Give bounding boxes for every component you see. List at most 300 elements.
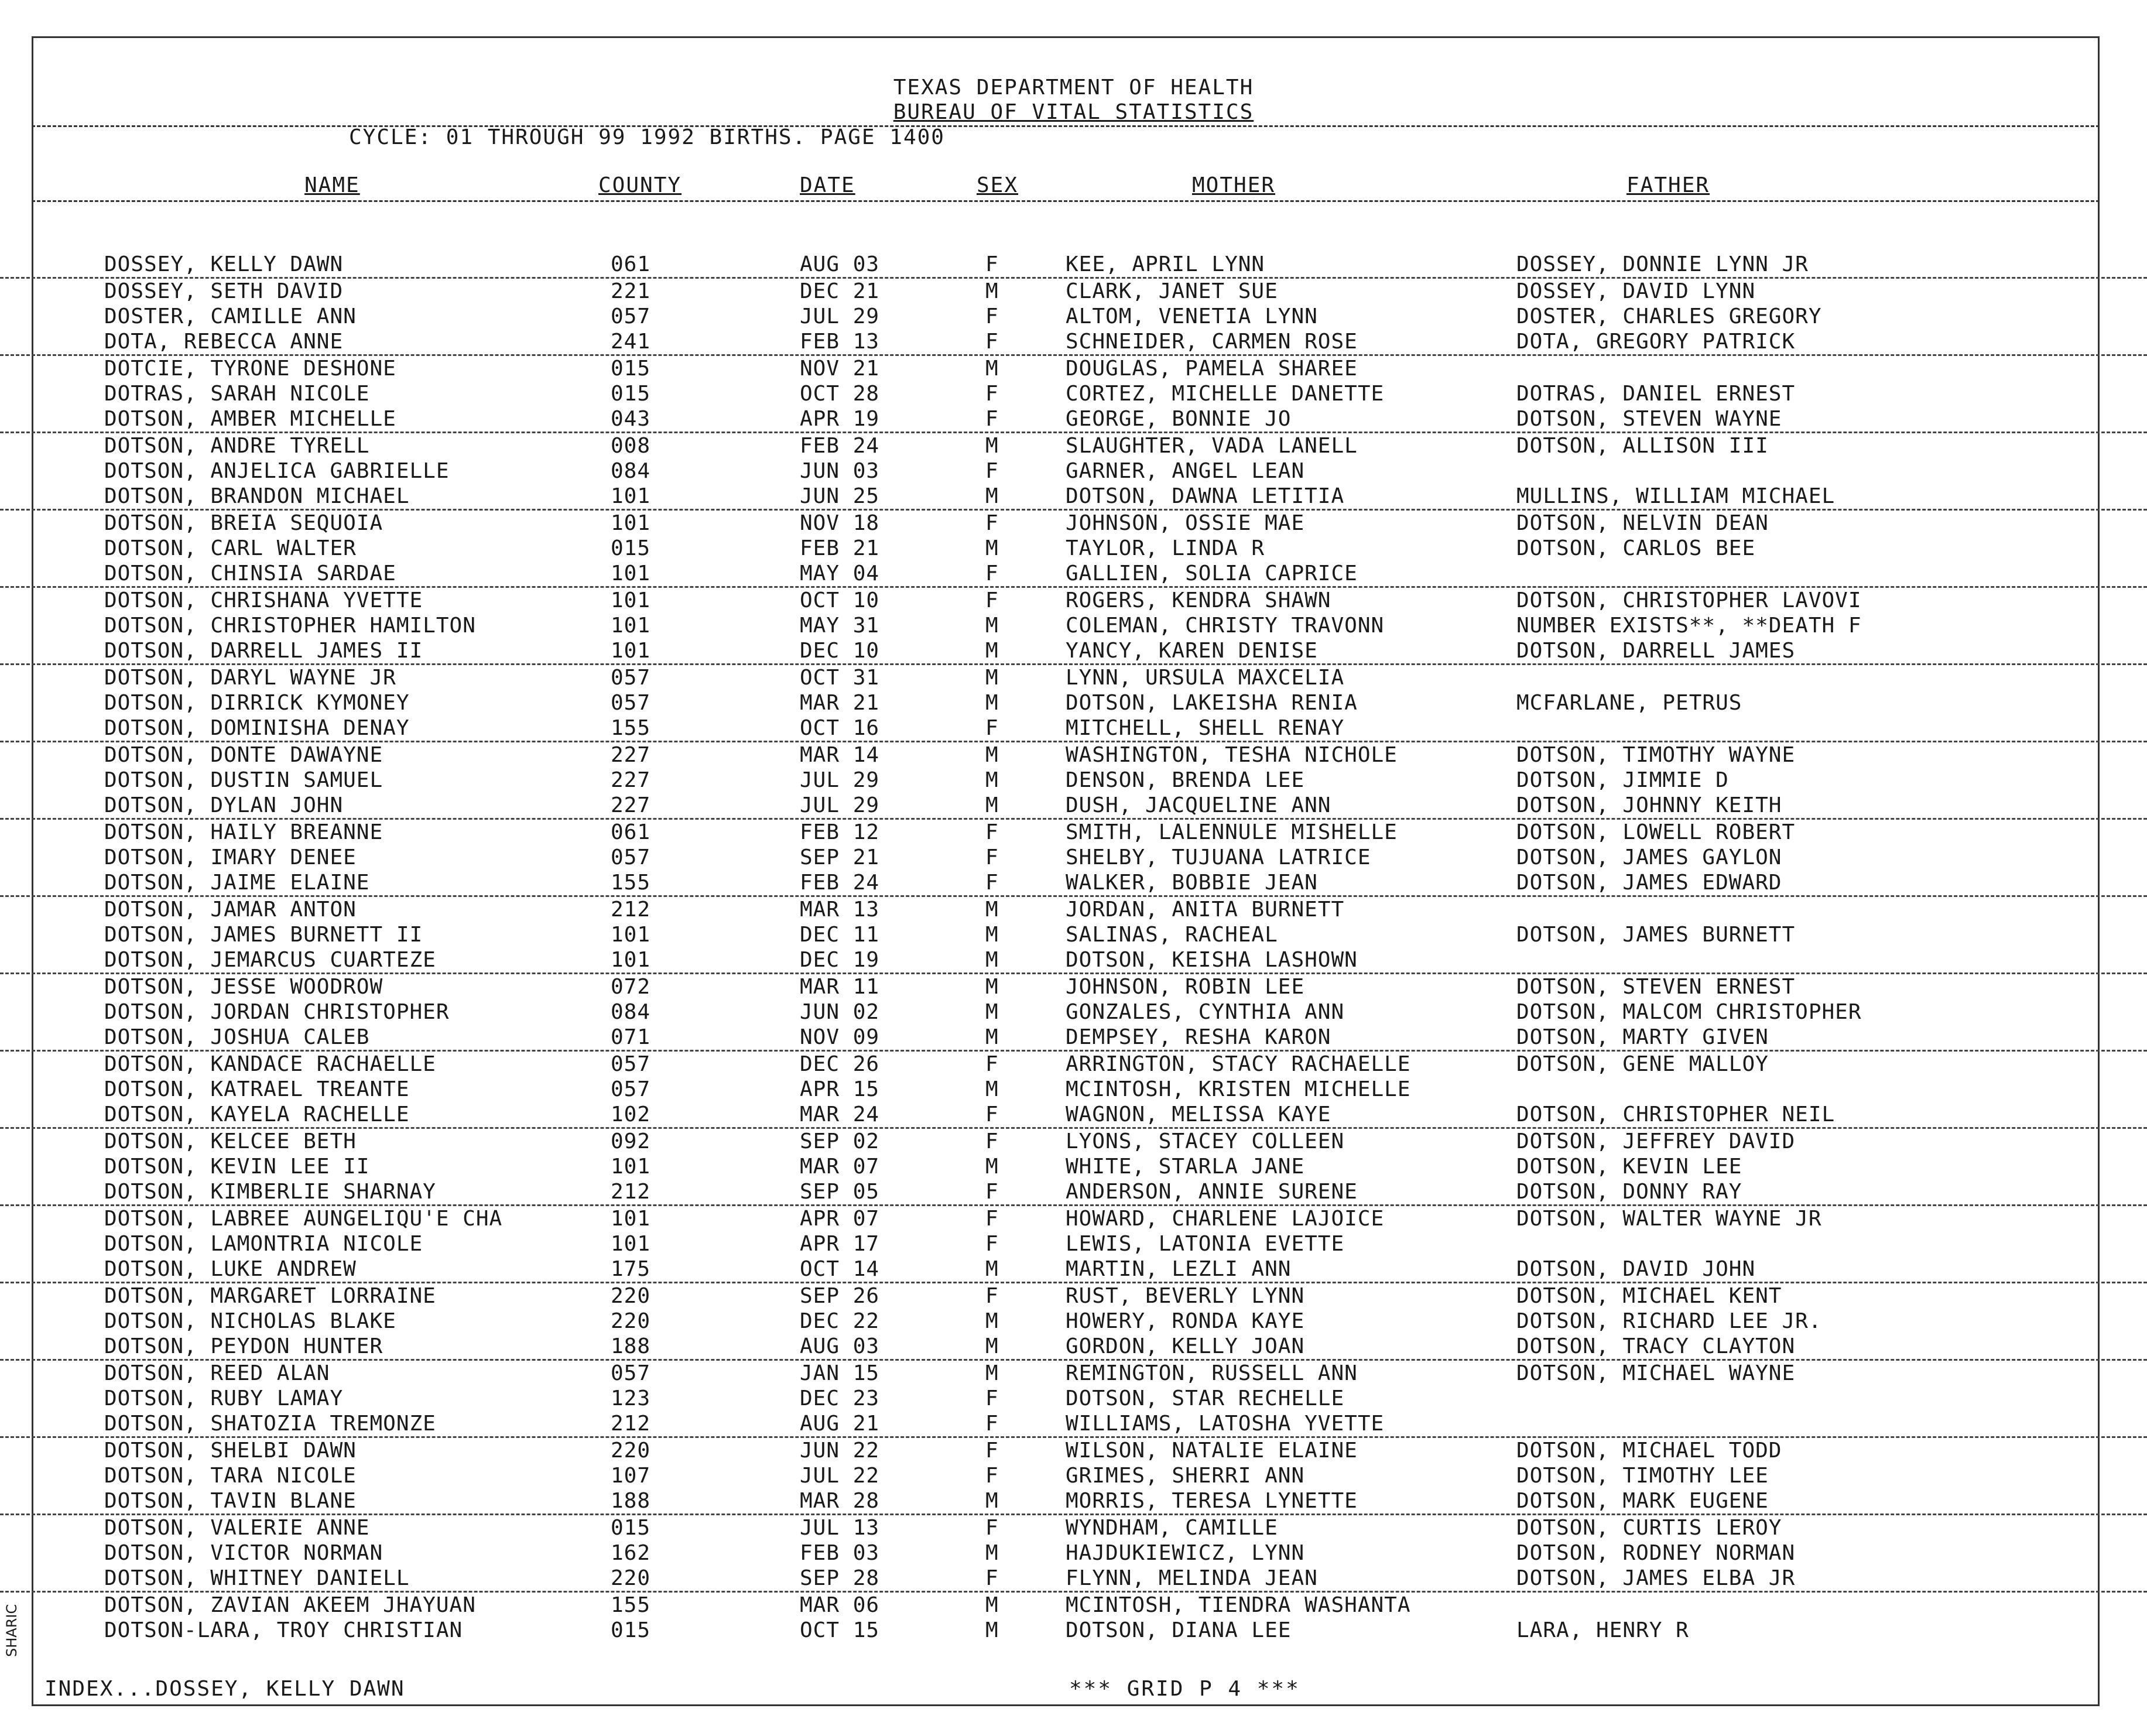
record-date: MAR 13: [800, 898, 880, 922]
header-divider: [32, 125, 2100, 127]
record-sex: F: [985, 1129, 999, 1153]
record-date: MAR 07: [800, 1155, 880, 1179]
record-mother: ANDERSON, ANNIE SURENE: [1066, 1180, 1358, 1204]
record-name: DOTSON, DIRRICK KYMONEY: [104, 691, 410, 715]
record-row: [0, 1179, 2147, 1206]
record-row: [0, 1206, 2147, 1231]
record-sex: M: [985, 975, 999, 999]
column-header-county: COUNTY: [598, 173, 682, 197]
index-footer: INDEX...DOSSEY, KELLY DAWN: [44, 1677, 405, 1701]
record-father: DOTSON, TIMOTHY LEE: [1516, 1464, 1769, 1488]
record-sex: M: [985, 1489, 999, 1513]
cycle-line: CYCLE: 01 THROUGH 99 1992 BIRTHS. PAGE 1400: [349, 125, 945, 149]
record-name: DOTSON, DONTE DAWAYNE: [104, 743, 383, 767]
record-sex: F: [985, 1464, 999, 1488]
record-date: SEP 26: [800, 1284, 880, 1308]
record-mother: REMINGTON, RUSSELL ANN: [1066, 1361, 1358, 1385]
record-name: DOTSON, JAMAR ANTON: [104, 898, 357, 922]
record-father: DOTSON, JOHNNY KEITH: [1516, 793, 1782, 817]
record-mother: JORDAN, ANITA BURNETT: [1066, 898, 1345, 922]
record-row: [0, 1129, 2147, 1154]
record-mother: LYNN, URSULA MAXCELIA: [1066, 666, 1345, 690]
record-county: 221: [611, 279, 651, 303]
record-sex: M: [985, 1593, 999, 1617]
record-row: [0, 1618, 2147, 1643]
record-county: 227: [611, 793, 651, 817]
record-row: [0, 974, 2147, 999]
record-date: JUN 03: [800, 459, 880, 483]
record-row: [0, 1052, 2147, 1077]
record-mother: YANCY, KAREN DENISE: [1066, 639, 1318, 663]
record-county: 057: [611, 1052, 651, 1076]
record-date: JUN 02: [800, 1000, 880, 1024]
record-sex: M: [985, 948, 999, 972]
record-name: DOTRAS, SARAH NICOLE: [104, 382, 370, 406]
record-mother: DENSON, BRENDA LEE: [1066, 768, 1305, 792]
record-sex: M: [985, 1257, 999, 1281]
record-sex: M: [985, 484, 999, 508]
record-row: [0, 1334, 2147, 1361]
record-county: 101: [611, 1207, 651, 1231]
record-mother: LEWIS, LATONIA EVETTE: [1066, 1232, 1345, 1256]
record-row: [0, 845, 2147, 870]
record-name: DOTSON, DARRELL JAMES II: [104, 639, 423, 663]
record-sex: F: [985, 1180, 999, 1204]
record-county: 043: [611, 407, 651, 431]
record-father: DOTSON, TIMOTHY WAYNE: [1516, 743, 1796, 767]
record-sex: M: [985, 898, 999, 922]
record-date: MAR 06: [800, 1593, 880, 1617]
record-father: DOTSON, DARRELL JAMES: [1516, 639, 1796, 663]
record-county: 061: [611, 252, 651, 276]
record-father: DOTSON, CURTIS LEROY: [1516, 1516, 1782, 1540]
record-county: 101: [611, 1232, 651, 1256]
record-name: DOSSEY, SETH DAVID: [104, 279, 344, 303]
record-mother: DOTSON, DAWNA LETITIA: [1066, 484, 1345, 508]
record-row: [0, 511, 2147, 536]
record-father: DOTSON, STEVEN ERNEST: [1516, 975, 1796, 999]
record-date: SEP 21: [800, 845, 880, 869]
record-row: [0, 1361, 2147, 1386]
record-name: DOTSON, CHINSIA SARDAE: [104, 561, 396, 585]
record-father: DOTSON, JIMMIE D: [1516, 768, 1729, 792]
record-mother: WAGNON, MELISSA KAYE: [1066, 1102, 1331, 1126]
record-name: DOTSON, KEVIN LEE II: [104, 1155, 370, 1179]
record-sex: M: [985, 1541, 999, 1565]
record-father: DOTSON, MICHAEL TODD: [1516, 1439, 1782, 1463]
record-sex: M: [985, 1077, 999, 1101]
record-row: [0, 458, 2147, 484]
record-row: [0, 356, 2147, 381]
record-father: DOTSON, MICHAEL KENT: [1516, 1284, 1782, 1308]
record-sex: M: [985, 614, 999, 638]
record-name: DOTSON, NICHOLAS BLAKE: [104, 1309, 396, 1333]
record-mother: GALLIEN, SOLIA CAPRICE: [1066, 561, 1358, 585]
record-name: DOTSON, CHRISTOPHER HAMILTON: [104, 614, 476, 638]
record-father: DOTSON, CARLOS BEE: [1516, 536, 1756, 560]
record-sex: F: [985, 1412, 999, 1436]
record-row: [0, 1256, 2147, 1283]
record-mother: HAJDUKIEWICZ, LYNN: [1066, 1541, 1305, 1565]
record-county: 212: [611, 1412, 651, 1436]
record-name: DOTSON, AMBER MICHELLE: [104, 407, 396, 431]
record-name: DOTSON, HAILY BREANNE: [104, 820, 383, 844]
record-county: 084: [611, 1000, 651, 1024]
record-father: DOTSON, JAMES BURNETT: [1516, 923, 1796, 947]
record-row: [0, 561, 2147, 588]
record-father: DOTSON, JAMES EDWARD: [1516, 871, 1782, 895]
record-father: LARA, HENRY R: [1516, 1618, 1689, 1642]
record-mother: DOTSON, KEISHA LASHOWN: [1066, 948, 1358, 972]
record-father: DOTSON, MARTY GIVEN: [1516, 1025, 1769, 1049]
column-header-date: DATE: [800, 173, 855, 197]
record-date: JUN 25: [800, 484, 880, 508]
record-mother: JOHNSON, ROBIN LEE: [1066, 975, 1305, 999]
record-name: DOTSON-LARA, TROY CHRISTIAN: [104, 1618, 463, 1642]
record-mother: DOUGLAS, PAMELA SHAREE: [1066, 357, 1358, 381]
record-row: [0, 1515, 2147, 1540]
record-name: DOSTER, CAMILLE ANN: [104, 304, 357, 328]
record-date: SEP 05: [800, 1180, 880, 1204]
record-row: [0, 1411, 2147, 1438]
record-date: FEB 03: [800, 1541, 880, 1565]
record-row: [0, 793, 2147, 820]
record-county: 015: [611, 357, 651, 381]
record-date: JAN 15: [800, 1361, 880, 1385]
record-father: DOTSON, RICHARD LEE JR.: [1516, 1309, 1822, 1333]
record-father: DOSTER, CHARLES GREGORY: [1516, 304, 1822, 328]
record-sex: F: [985, 845, 999, 869]
record-county: 015: [611, 382, 651, 406]
record-name: DOTSON, DARYL WAYNE JR: [104, 666, 396, 690]
record-row: [0, 1231, 2147, 1256]
record-name: DOTSON, JAMES BURNETT II: [104, 923, 423, 947]
record-row: [0, 1283, 2147, 1309]
record-father: DOTSON, NELVIN DEAN: [1516, 511, 1769, 535]
record-date: DEC 19: [800, 948, 880, 972]
record-date: APR 17: [800, 1232, 880, 1256]
record-mother: JOHNSON, OSSIE MAE: [1066, 511, 1305, 535]
record-mother: WILLIAMS, LATOSHA YVETTE: [1066, 1412, 1385, 1436]
record-sex: F: [985, 511, 999, 535]
record-sex: F: [985, 1516, 999, 1540]
record-mother: MCINTOSH, KRISTEN MICHELLE: [1066, 1077, 1411, 1101]
record-county: 015: [611, 536, 651, 560]
record-county: 101: [611, 1155, 651, 1179]
record-name: DOTSON, TAVIN BLANE: [104, 1489, 357, 1513]
record-name: DOTSON, JAIME ELAINE: [104, 871, 370, 895]
record-county: 057: [611, 304, 651, 328]
record-date: DEC 23: [800, 1386, 880, 1410]
record-sex: M: [985, 743, 999, 767]
record-row: [0, 1566, 2147, 1593]
record-mother: SCHNEIDER, CARMEN ROSE: [1066, 330, 1358, 354]
side-label: SHARIC: [4, 1604, 20, 1657]
record-father: DOTSON, STEVEN WAYNE: [1516, 407, 1782, 431]
record-name: DOTSON, JEMARCUS CUARTEZE: [104, 948, 436, 972]
record-mother: GORDON, KELLY JOAN: [1066, 1334, 1305, 1358]
record-row: [0, 1154, 2147, 1179]
record-name: DOTSON, ANJELICA GABRIELLE: [104, 459, 450, 483]
record-county: 123: [611, 1386, 651, 1410]
record-row: [0, 1309, 2147, 1334]
department-title: TEXAS DEPARTMENT OF HEALTH: [893, 76, 1254, 100]
record-county: 175: [611, 1257, 651, 1281]
record-date: OCT 15: [800, 1618, 880, 1642]
record-father: DOTA, GREGORY PATRICK: [1516, 330, 1796, 354]
record-mother: HOWERY, RONDA KAYE: [1066, 1309, 1305, 1333]
record-mother: TAYLOR, LINDA R: [1066, 536, 1265, 560]
record-date: JUL 13: [800, 1516, 880, 1540]
record-date: SEP 28: [800, 1566, 880, 1590]
record-row: [0, 484, 2147, 511]
record-date: FEB 24: [800, 434, 880, 458]
record-father: DOTSON, JEFFREY DAVID: [1516, 1129, 1796, 1153]
record-sex: F: [985, 561, 999, 585]
record-date: MAR 11: [800, 975, 880, 999]
record-father: DOTSON, DAVID JOHN: [1516, 1257, 1756, 1281]
record-name: DOTSON, JORDAN CHRISTOPHER: [104, 1000, 450, 1024]
record-father: DOTSON, JAMES GAYLON: [1516, 845, 1782, 869]
column-header-sex: SEX: [977, 173, 1019, 197]
record-mother: DOTSON, LAKEISHA RENIA: [1066, 691, 1358, 715]
column-header-father: FATHER: [1626, 173, 1710, 197]
record-mother: WHITE, STARLA JANE: [1066, 1155, 1305, 1179]
record-date: OCT 14: [800, 1257, 880, 1281]
record-mother: GRIMES, SHERRI ANN: [1066, 1464, 1305, 1488]
record-name: DOTSON, ZAVIAN AKEEM JHAYUAN: [104, 1593, 476, 1617]
record-father: DOTSON, MICHAEL WAYNE: [1516, 1361, 1796, 1385]
record-sex: F: [985, 1207, 999, 1231]
record-name: DOTSON, TARA NICOLE: [104, 1464, 357, 1488]
record-mother: RUST, BEVERLY LYNN: [1066, 1284, 1305, 1308]
record-name: DOTSON, LUKE ANDREW: [104, 1257, 357, 1281]
record-father: DOTSON, LOWELL ROBERT: [1516, 820, 1796, 844]
record-county: 101: [611, 614, 651, 638]
record-date: NOV 21: [800, 357, 880, 381]
record-county: 072: [611, 975, 651, 999]
record-date: FEB 24: [800, 871, 880, 895]
record-date: MAY 04: [800, 561, 880, 585]
record-row: [0, 613, 2147, 638]
record-row: [0, 922, 2147, 947]
record-county: 071: [611, 1025, 651, 1049]
record-county: 227: [611, 743, 651, 767]
record-date: MAR 14: [800, 743, 880, 767]
record-date: AUG 03: [800, 252, 880, 276]
record-sex: M: [985, 923, 999, 947]
record-row: [0, 381, 2147, 406]
record-county: 057: [611, 1361, 651, 1385]
record-mother: CORTEZ, MICHELLE DANETTE: [1066, 382, 1385, 406]
record-name: DOTSON, DYLAN JOHN: [104, 793, 344, 817]
record-row: [0, 279, 2147, 304]
record-name: DOTSON, CHRISHANA YVETTE: [104, 588, 423, 612]
record-mother: DOTSON, STAR RECHELLE: [1066, 1386, 1345, 1410]
record-sex: F: [985, 407, 999, 431]
record-name: DOTSON, VICTOR NORMAN: [104, 1541, 383, 1565]
record-mother: ARRINGTON, STACY RACHAELLE: [1066, 1052, 1411, 1076]
record-row: [0, 252, 2147, 279]
record-sex: M: [985, 768, 999, 792]
record-mother: LYONS, STACEY COLLEEN: [1066, 1129, 1345, 1153]
record-county: 212: [611, 1180, 651, 1204]
record-sex: F: [985, 1386, 999, 1410]
record-date: JUL 29: [800, 793, 880, 817]
record-date: FEB 13: [800, 330, 880, 354]
record-county: 220: [611, 1309, 651, 1333]
record-row: [0, 1463, 2147, 1488]
record-county: 155: [611, 716, 651, 740]
record-name: DOTSON, CARL WALTER: [104, 536, 357, 560]
record-row: [0, 999, 2147, 1025]
record-county: 227: [611, 768, 651, 792]
record-sex: F: [985, 820, 999, 844]
record-sex: M: [985, 1000, 999, 1024]
record-mother: FLYNN, MELINDA JEAN: [1066, 1566, 1318, 1590]
record-sex: F: [985, 330, 999, 354]
record-date: AUG 21: [800, 1412, 880, 1436]
record-name: DOTSON, KATRAEL TREANTE: [104, 1077, 410, 1101]
record-date: DEC 10: [800, 639, 880, 663]
record-sex: M: [985, 691, 999, 715]
record-sex: F: [985, 252, 999, 276]
record-county: 101: [611, 948, 651, 972]
record-father: DOSSEY, DONNIE LYNN JR: [1516, 252, 1809, 276]
record-date: SEP 02: [800, 1129, 880, 1153]
record-sex: M: [985, 357, 999, 381]
record-sex: F: [985, 588, 999, 612]
record-name: DOTSON, REED ALAN: [104, 1361, 330, 1385]
record-father: DOTSON, RODNEY NORMAN: [1516, 1541, 1796, 1565]
record-sex: M: [985, 666, 999, 690]
record-row: [0, 1540, 2147, 1566]
record-mother: DEMPSEY, RESHA KARON: [1066, 1025, 1331, 1049]
record-county: 057: [611, 691, 651, 715]
record-row: [0, 406, 2147, 433]
record-date: OCT 31: [800, 666, 880, 690]
record-row: [0, 1593, 2147, 1618]
record-county: 155: [611, 1593, 651, 1617]
record-date: APR 19: [800, 407, 880, 431]
record-county: 057: [611, 1077, 651, 1101]
record-name: DOTSON, VALERIE ANNE: [104, 1516, 370, 1540]
record-county: 212: [611, 898, 651, 922]
record-name: DOTA, REBECCA ANNE: [104, 330, 344, 354]
record-date: OCT 10: [800, 588, 880, 612]
record-father: DOTSON, JAMES ELBA JR: [1516, 1566, 1796, 1590]
record-date: APR 07: [800, 1207, 880, 1231]
column-header-name: NAME: [304, 173, 360, 197]
record-mother: SALINAS, RACHEAL: [1066, 923, 1278, 947]
record-name: DOTSON, KAYELA RACHELLE: [104, 1102, 410, 1126]
record-row: [0, 947, 2147, 974]
record-county: 220: [611, 1439, 651, 1463]
record-sex: F: [985, 1439, 999, 1463]
record-row: [0, 1025, 2147, 1052]
record-mother: COLEMAN, CHRISTY TRAVONN: [1066, 614, 1385, 638]
record-sex: F: [985, 382, 999, 406]
record-sex: F: [985, 871, 999, 895]
record-mother: MORRIS, TERESA LYNETTE: [1066, 1489, 1358, 1513]
record-row: [0, 304, 2147, 329]
record-date: DEC 21: [800, 279, 880, 303]
column-header-mother: MOTHER: [1192, 173, 1276, 197]
record-date: FEB 12: [800, 820, 880, 844]
record-date: DEC 11: [800, 923, 880, 947]
grid-footer: *** GRID P 4 ***: [1069, 1677, 1300, 1701]
record-father: DOTSON, WALTER WAYNE JR: [1516, 1207, 1822, 1231]
record-sex: F: [985, 1052, 999, 1076]
record-date: NOV 09: [800, 1025, 880, 1049]
column-divider: [32, 200, 2100, 202]
record-father: DOTSON, KEVIN LEE: [1516, 1155, 1742, 1179]
record-name: DOTSON, PEYDON HUNTER: [104, 1334, 383, 1358]
record-county: 241: [611, 330, 651, 354]
record-sex: F: [985, 1284, 999, 1308]
record-county: 188: [611, 1334, 651, 1358]
record-row: [0, 820, 2147, 845]
record-county: 101: [611, 923, 651, 947]
record-name: DOSSEY, KELLY DAWN: [104, 252, 344, 276]
record-county: 101: [611, 511, 651, 535]
record-county: 107: [611, 1464, 651, 1488]
record-sex: M: [985, 536, 999, 560]
record-sex: F: [985, 1102, 999, 1126]
record-row: [0, 329, 2147, 356]
record-father: DOTSON, DONNY RAY: [1516, 1180, 1742, 1204]
record-sex: M: [985, 1361, 999, 1385]
record-mother: WASHINGTON, TESHA NICHOLE: [1066, 743, 1398, 767]
record-row: [0, 1438, 2147, 1463]
record-mother: MARTIN, LEZLI ANN: [1066, 1257, 1292, 1281]
record-father: DOTRAS, DANIEL ERNEST: [1516, 382, 1796, 406]
record-county: 101: [611, 561, 651, 585]
record-county: 015: [611, 1516, 651, 1540]
record-county: 084: [611, 459, 651, 483]
record-date: MAR 28: [800, 1489, 880, 1513]
record-father: MCFARLANE, PETRUS: [1516, 691, 1742, 715]
record-date: NOV 18: [800, 511, 880, 535]
record-name: DOTSON, LABREE AUNGELIQU'E CHA: [104, 1207, 503, 1231]
record-row: [0, 870, 2147, 897]
record-county: 102: [611, 1102, 651, 1126]
record-mother: GEORGE, BONNIE JO: [1066, 407, 1292, 431]
record-name: DOTSON, RUBY LAMAY: [104, 1386, 344, 1410]
record-mother: SLAUGHTER, VADA LANELL: [1066, 434, 1358, 458]
record-row: [0, 768, 2147, 793]
record-mother: KEE, APRIL LYNN: [1066, 252, 1265, 276]
record-sex: F: [985, 459, 999, 483]
record-name: DOTSON, LAMONTRIA NICOLE: [104, 1232, 423, 1256]
record-county: 101: [611, 588, 651, 612]
record-date: JUL 29: [800, 768, 880, 792]
record-row: [0, 715, 2147, 742]
record-mother: SMITH, LALENNULE MISHELLE: [1066, 820, 1398, 844]
record-sex: M: [985, 279, 999, 303]
record-county: 061: [611, 820, 651, 844]
record-row: [0, 1077, 2147, 1102]
record-date: JUL 29: [800, 304, 880, 328]
record-name: DOTSON, KELCEE BETH: [104, 1129, 357, 1153]
record-father: DOTSON, MALCOM CHRISTOPHER: [1516, 1000, 1862, 1024]
record-name: DOTSON, BRANDON MICHAEL: [104, 484, 410, 508]
record-name: DOTSON, IMARY DENEE: [104, 845, 357, 869]
record-date: DEC 26: [800, 1052, 880, 1076]
record-name: DOTSON, JOSHUA CALEB: [104, 1025, 370, 1049]
record-sex: M: [985, 639, 999, 663]
record-father: DOTSON, MARK EUGENE: [1516, 1489, 1769, 1513]
